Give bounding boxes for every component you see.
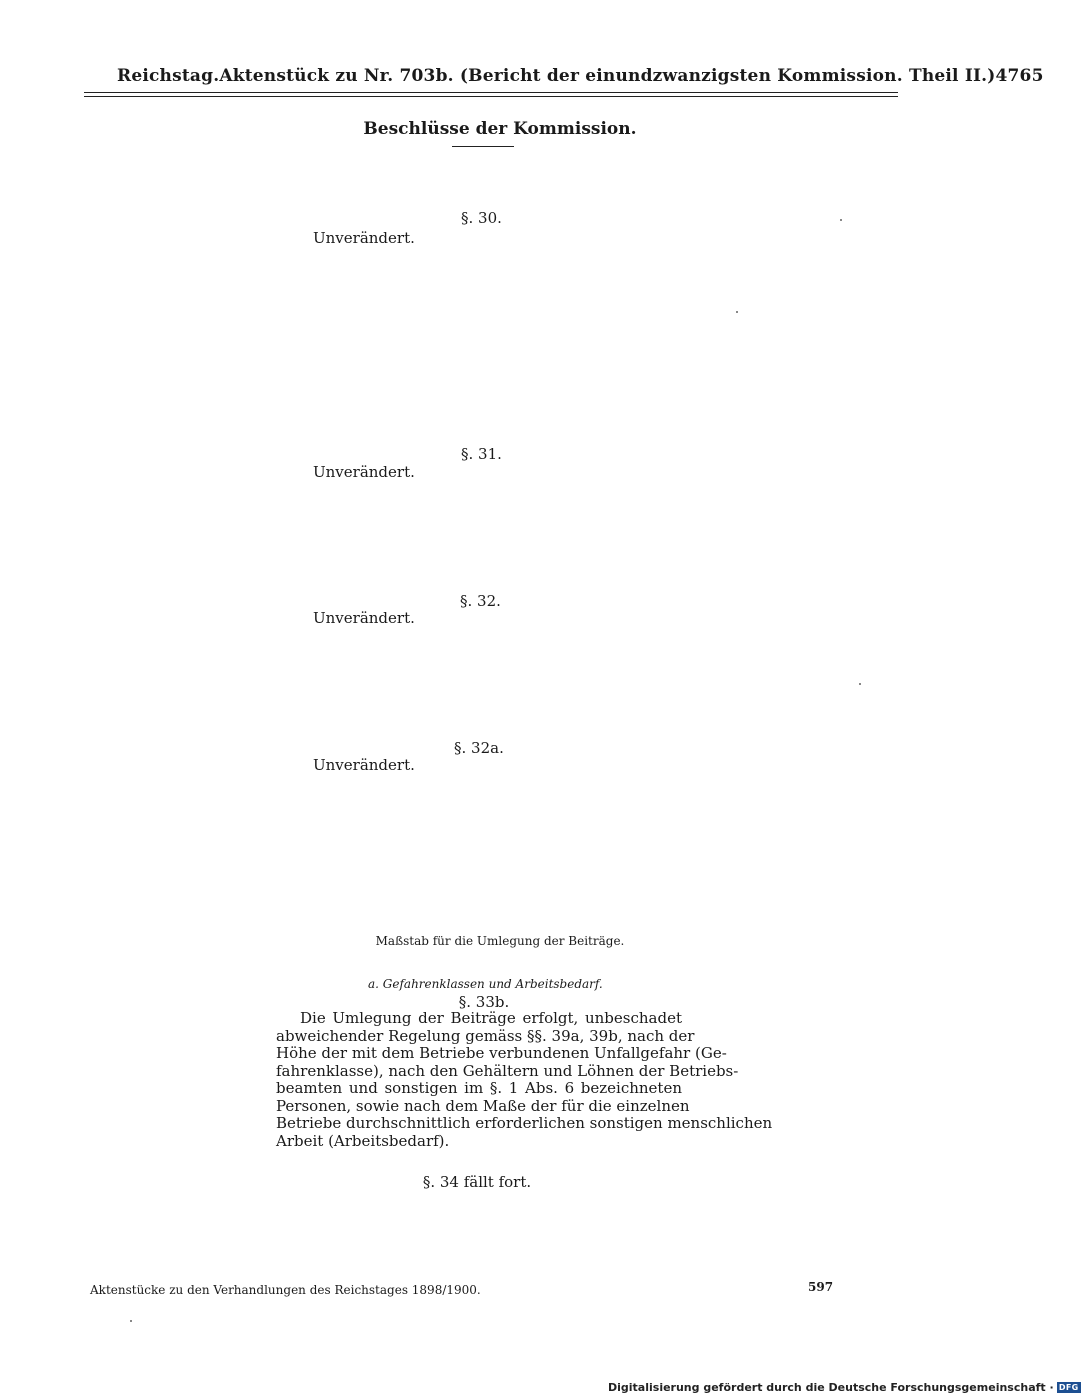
footer-publication-title: Aktenstücke zu den Verhandlungen des Reichstages 1898/1900. bbox=[90, 1283, 481, 1297]
header-reichstag: Reichstag. bbox=[117, 66, 220, 86]
header-document-reference: Aktenstück zu Nr. 703b. (Bericht der einundzwanzigsten Kommission. Theil II.) bbox=[219, 66, 996, 86]
section-31-text: Unverändert. bbox=[313, 463, 415, 481]
section-32-text: Unverändert. bbox=[313, 609, 415, 627]
header-rule-top bbox=[84, 92, 898, 93]
section-31-heading: §. 31. bbox=[461, 445, 502, 463]
scan-speck bbox=[736, 311, 738, 313]
paragraph-line: Arbeit (Arbeitsbedarf). bbox=[276, 1131, 450, 1150]
section-32a-text: Unverändert. bbox=[313, 756, 415, 774]
subheading-contribution-scale: Maßstab für die Umlegung der Beiträge. bbox=[375, 934, 625, 948]
digitization-credit bbox=[608, 1381, 1081, 1394]
paragraph-line: Höhe der mit dem Betriebe verbundenen Unfallgefahr (Ge- bbox=[276, 1044, 727, 1062]
section-33b-heading: §. 33b. bbox=[458, 993, 510, 1011]
dfg-logo-icon: DFG bbox=[1057, 1382, 1081, 1393]
page-title: Beschlüsse der Kommission. bbox=[363, 119, 637, 139]
section-30-heading: §. 30. bbox=[461, 209, 502, 227]
section-32-heading: §. 32. bbox=[460, 592, 501, 610]
footer-sheet-number: 597 bbox=[808, 1280, 834, 1294]
paragraph-line: abweichender Regelung gemäss §§. 39a, 39b, nach der bbox=[276, 1026, 695, 1045]
paragraph-line: beamten und sonstigen im §. 1 Abs. 6 bezeichneten bbox=[276, 1079, 682, 1097]
header-document-number: 703b. bbox=[399, 66, 454, 86]
header-page-number: 4765 bbox=[995, 66, 1044, 86]
subheading-risk-classes: a. Gefahrenklassen und Arbeitsbedarf. bbox=[368, 977, 603, 991]
section-32a-heading: §. 32a. bbox=[454, 739, 504, 757]
paragraph-line: fahrenklasse), nach den Gehältern und Löhnen der Betriebs- bbox=[276, 1061, 739, 1080]
header-part: Theil II.) bbox=[908, 66, 996, 86]
section-33b-paragraph bbox=[276, 1009, 773, 1150]
scan-speck bbox=[859, 683, 861, 685]
running-header bbox=[117, 66, 1044, 86]
paragraph-line: Die Umlegung der Beiträge erfolgt, unbeschadet bbox=[300, 1009, 682, 1027]
section-30-text: Unverändert. bbox=[313, 229, 415, 247]
scan-speck bbox=[130, 1320, 132, 1322]
title-underline bbox=[452, 146, 514, 147]
paragraph-line: Betriebe durchschnittlich erforderlichen sonstigen menschlichen bbox=[276, 1114, 773, 1132]
scan-speck bbox=[840, 219, 842, 221]
credit-text: Digitalisierung gefördert durch die Deutsche Forschungsgemeinschaft · bbox=[608, 1381, 1054, 1394]
header-rule-bottom bbox=[84, 96, 898, 97]
paragraph-line: Personen, sowie nach dem Maße der für die einzelnen bbox=[276, 1096, 690, 1115]
section-34-text: §. 34 fällt fort. bbox=[422, 1173, 532, 1191]
